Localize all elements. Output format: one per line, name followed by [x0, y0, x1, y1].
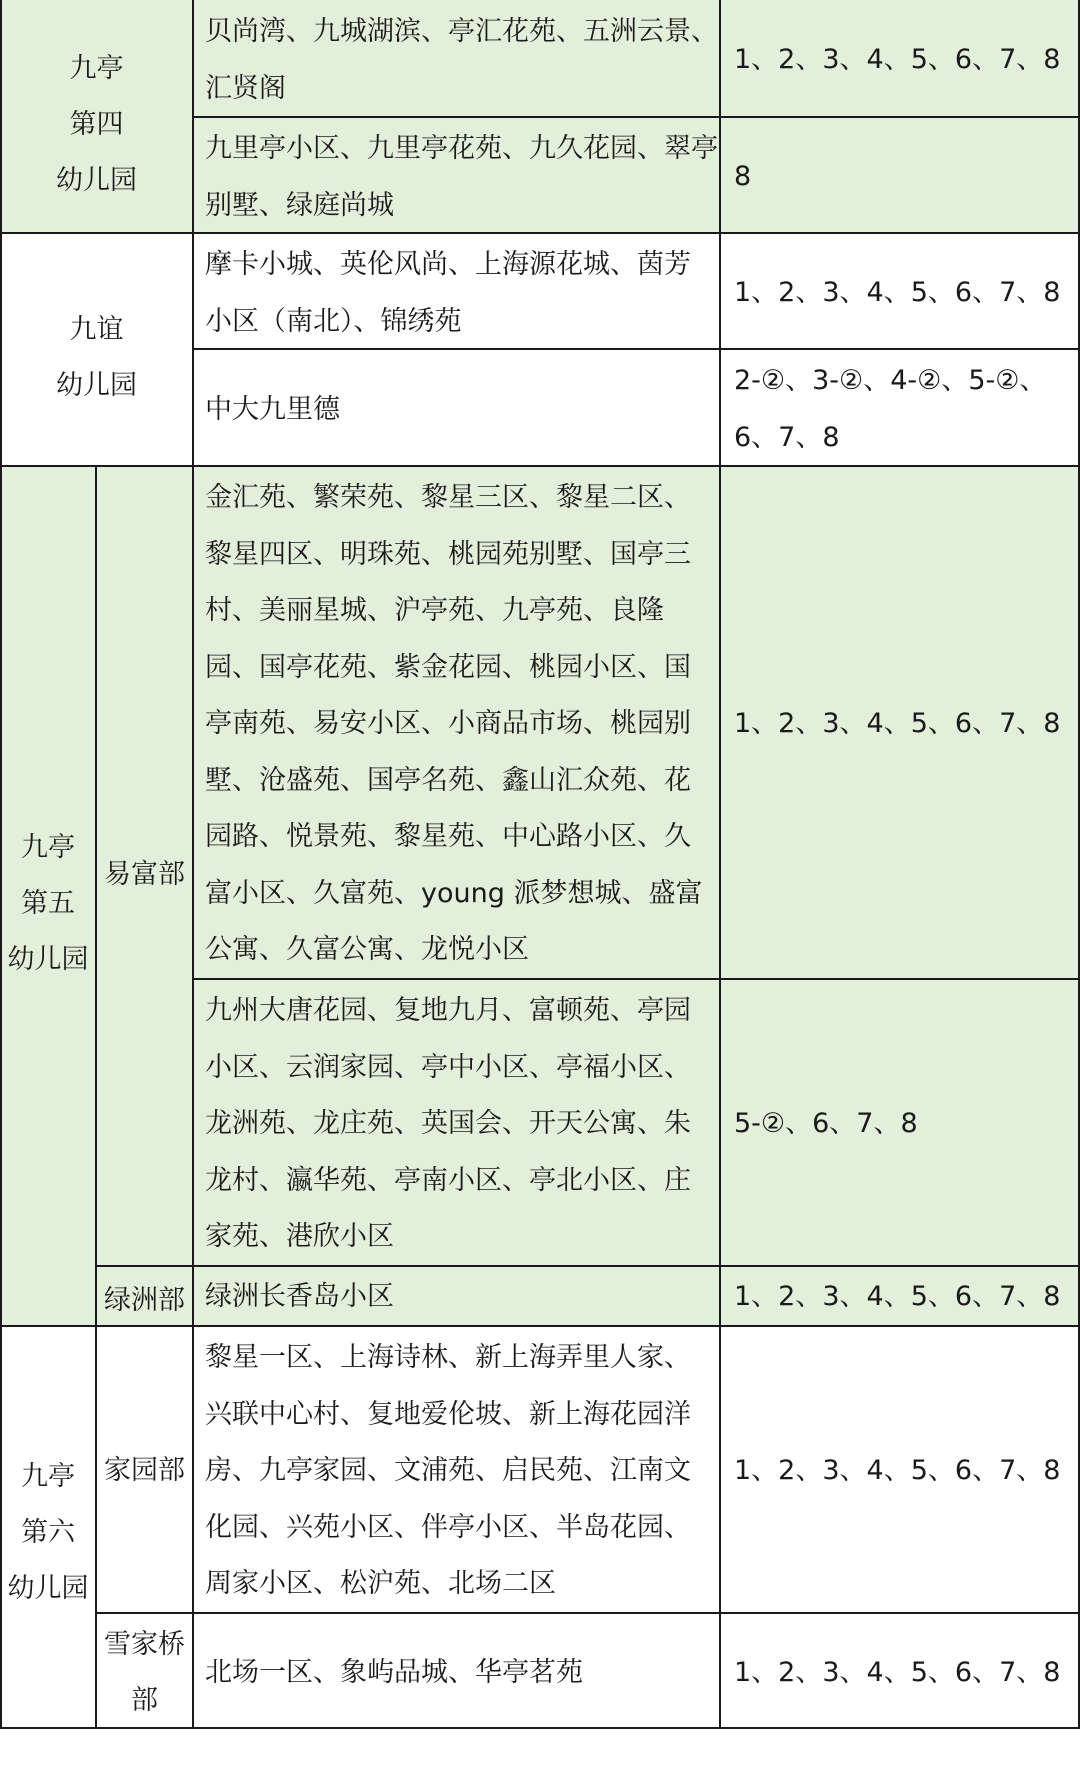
kindergarten-name-line: 九亭 — [69, 53, 124, 84]
community-list-line: 化园、兴苑小区、伴亭小区、半岛花园、 — [205, 1512, 691, 1543]
grade-list: 1、2、3、4、5、6、7、8 — [734, 708, 1061, 739]
row-divider — [95, 1265, 1080, 1267]
community-list-line: 金汇苑、繁荣苑、黎星三区、黎星二区、 — [205, 482, 691, 513]
community-list-line: 房、九亭家园、文浦苑、启民苑、江南文 — [205, 1455, 691, 1486]
grade-list: 1、2、3、4、5、6、7、8 — [734, 44, 1061, 75]
community-list-line: 贝尚湾、九城湖滨、亭汇花苑、五洲云景、 — [205, 16, 718, 47]
community-list-line: 墅、沧盛苑、国亭名苑、鑫山汇众苑、花 — [205, 765, 691, 796]
community-list-line: 北场一区、象屿品城、华亭茗苑 — [205, 1657, 583, 1688]
community-list-line: 小区、云润家园、亭中小区、亭福小区、 — [205, 1052, 691, 1083]
community-list-line: 龙村、瀛华苑、亭南小区、亭北小区、庄 — [205, 1165, 691, 1196]
community-list-line: 公寓、久富公寓、龙悦小区 — [205, 934, 529, 965]
community-list-line: 家苑、港欣小区 — [205, 1221, 394, 1252]
kindergarten-name-line: 第六 — [21, 1517, 75, 1548]
kindergarten-name-line: 第五 — [21, 888, 75, 919]
row-divider — [192, 348, 1080, 350]
community-list-line: 中大九里德 — [205, 394, 340, 425]
community-list-line: 园路、悦景苑、黎星苑、中心路小区、久 — [205, 821, 691, 852]
table-border-bottom — [0, 1727, 1080, 1729]
grade-list: 1、2、3、4、5、6、7、8 — [734, 1657, 1061, 1688]
row-divider — [192, 116, 1080, 118]
grade-list: 5-②、6、7、8 — [734, 1108, 918, 1139]
community-list-line: 九里亭小区、九里亭花苑、九久花园、翠亭 — [205, 133, 718, 164]
community-list-line: 小区（南北）、锦绣苑 — [205, 306, 462, 337]
community-list-line: 周家小区、松沪苑、北场二区 — [205, 1568, 556, 1599]
branch-name-line: 部 — [131, 1685, 158, 1716]
community-list-line: 兴联中心村、复地爱伦坡、新上海花园洋 — [205, 1399, 691, 1430]
row-divider — [0, 1325, 1080, 1327]
grade-list: 8 — [734, 161, 752, 192]
row-divider — [95, 1612, 1080, 1614]
grade-list: 1、2、3、4、5、6、7、8 — [734, 1281, 1061, 1312]
branch-name: 绿洲部 — [104, 1285, 185, 1316]
community-list-line: 龙洲苑、龙庄苑、英国会、开天公寓、朱 — [205, 1108, 691, 1139]
grade-list-line: 2-②、3-②、4-②、5-②、 — [734, 365, 1047, 396]
grade-list: 1、2、3、4、5、6、7、8 — [734, 277, 1061, 308]
community-list-line: 富小区、久富苑、young 派梦想城、盛富 — [205, 878, 703, 909]
column-divider — [192, 0, 194, 1729]
kindergarten-name-line: 幼儿园 — [7, 944, 89, 975]
branch-name: 易富部 — [104, 859, 185, 890]
community-list-line: 黎星四区、明珠苑、桃园苑别墅、国亭三 — [205, 539, 691, 570]
grade-list: 1、2、3、4、5、6、7、8 — [734, 1455, 1061, 1486]
community-list-line: 摩卡小城、英伦风尚、上海源花城、茵芳 — [205, 249, 691, 280]
community-list-line: 绿洲长香岛小区 — [205, 1281, 394, 1312]
kindergarten-name-line: 幼儿园 — [56, 165, 137, 196]
row-divider — [192, 978, 1080, 980]
community-list-line: 亭南苑、易安小区、小商品市场、桃园别 — [205, 708, 691, 739]
community-list-line: 村、美丽星城、沪亭苑、九亭苑、良隆 — [205, 595, 664, 626]
branch-name: 家园部 — [104, 1455, 185, 1486]
kindergarten-name-line: 第四 — [69, 109, 124, 140]
row-divider — [0, 465, 1080, 467]
community-list-line: 九州大唐花园、复地九月、富顿苑、亭园 — [205, 995, 691, 1026]
kindergarten-name-line: 九谊 — [69, 314, 124, 345]
kindergarten-name-line: 九亭 — [21, 832, 75, 863]
community-list-line: 别墅、绿庭尚城 — [205, 190, 394, 221]
kindergarten-name-line: 九亭 — [21, 1461, 75, 1492]
column-divider — [719, 0, 721, 1729]
table-border-left — [0, 0, 2, 1729]
community-list-line: 园、国亭花苑、紫金花园、桃园小区、国 — [205, 652, 691, 683]
branch-name-line: 雪家桥 — [104, 1629, 185, 1660]
grade-list-line: 6、7、8 — [734, 422, 840, 453]
kindergarten-name-line: 幼儿园 — [7, 1573, 89, 1604]
row-divider — [0, 232, 1080, 234]
column-divider — [95, 466, 97, 1729]
community-list-line: 黎星一区、上海诗林、新上海弄里人家、 — [205, 1342, 691, 1373]
kindergarten-name-line: 幼儿园 — [56, 370, 137, 401]
community-list-line: 汇贤阁 — [205, 73, 286, 104]
